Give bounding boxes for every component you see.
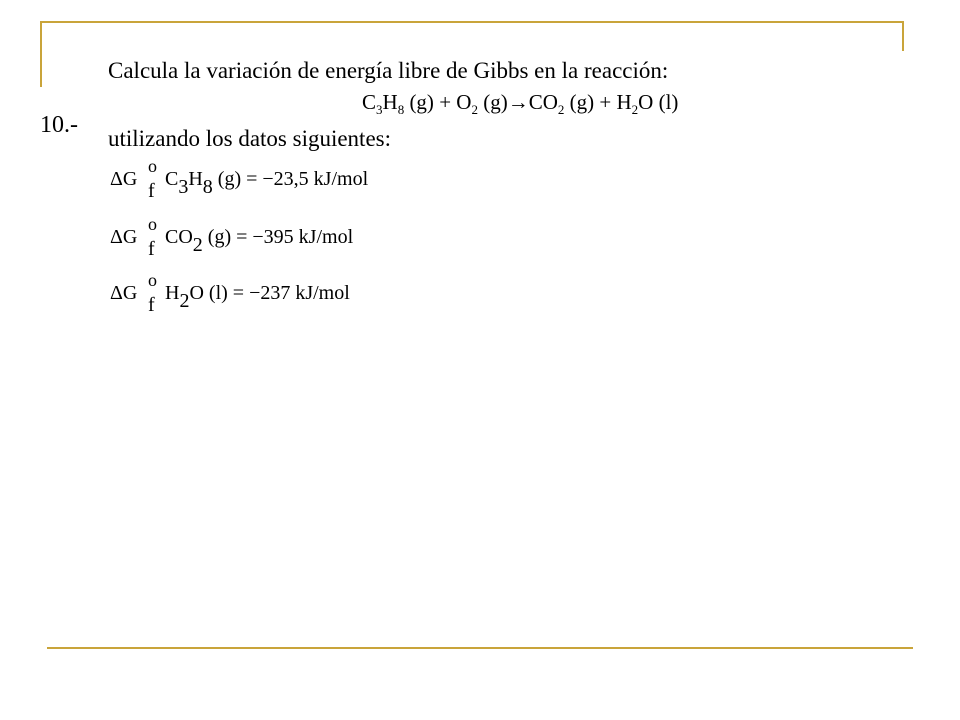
data-value: (g) = −23,5 kJ/mol [212, 168, 369, 190]
reactant-oxygen: $O_2$ (g) [456, 90, 508, 117]
frame-right-line [902, 21, 904, 51]
data-intro: utilizando los datos siguientes: [108, 126, 391, 151]
reaction-arrow-icon: → [507, 90, 529, 114]
gibbs-symbol: ΔG o f [110, 214, 157, 260]
data-row-water: ΔG o f H2O (l) = −237 kJ/mol [110, 270, 350, 316]
product-co2: $CO_2$ (g) [528, 90, 595, 117]
data-value: (l) = −237 kJ/mol [203, 282, 350, 304]
data-value: (g) = −395 kJ/mol [202, 226, 354, 248]
gibbs-symbol: ΔG o f [110, 156, 157, 202]
frame-left-line [40, 21, 42, 87]
data-row-propane: ΔG o f C3H8 (g) = −23,5 kJ/mol [110, 156, 369, 202]
frame-bottom-line [47, 647, 913, 649]
plus-sign: + [433, 90, 457, 114]
product-water: $H_2O$ (l) [616, 90, 679, 117]
data-row-co2: ΔG o f CO2 (g) = −395 kJ/mol [110, 214, 354, 260]
plus-sign: + [594, 90, 617, 114]
chemical-reaction [362, 90, 678, 118]
slide-number: 10.- [40, 112, 78, 138]
reactant-propane: $C_3H_8$ (g) [362, 90, 434, 117]
gibbs-symbol: ΔG o f [110, 270, 157, 316]
frame-top-line [40, 21, 904, 23]
problem-prompt: Calcula la variación de energía libre de Gibbs en la reacción: [108, 58, 669, 83]
